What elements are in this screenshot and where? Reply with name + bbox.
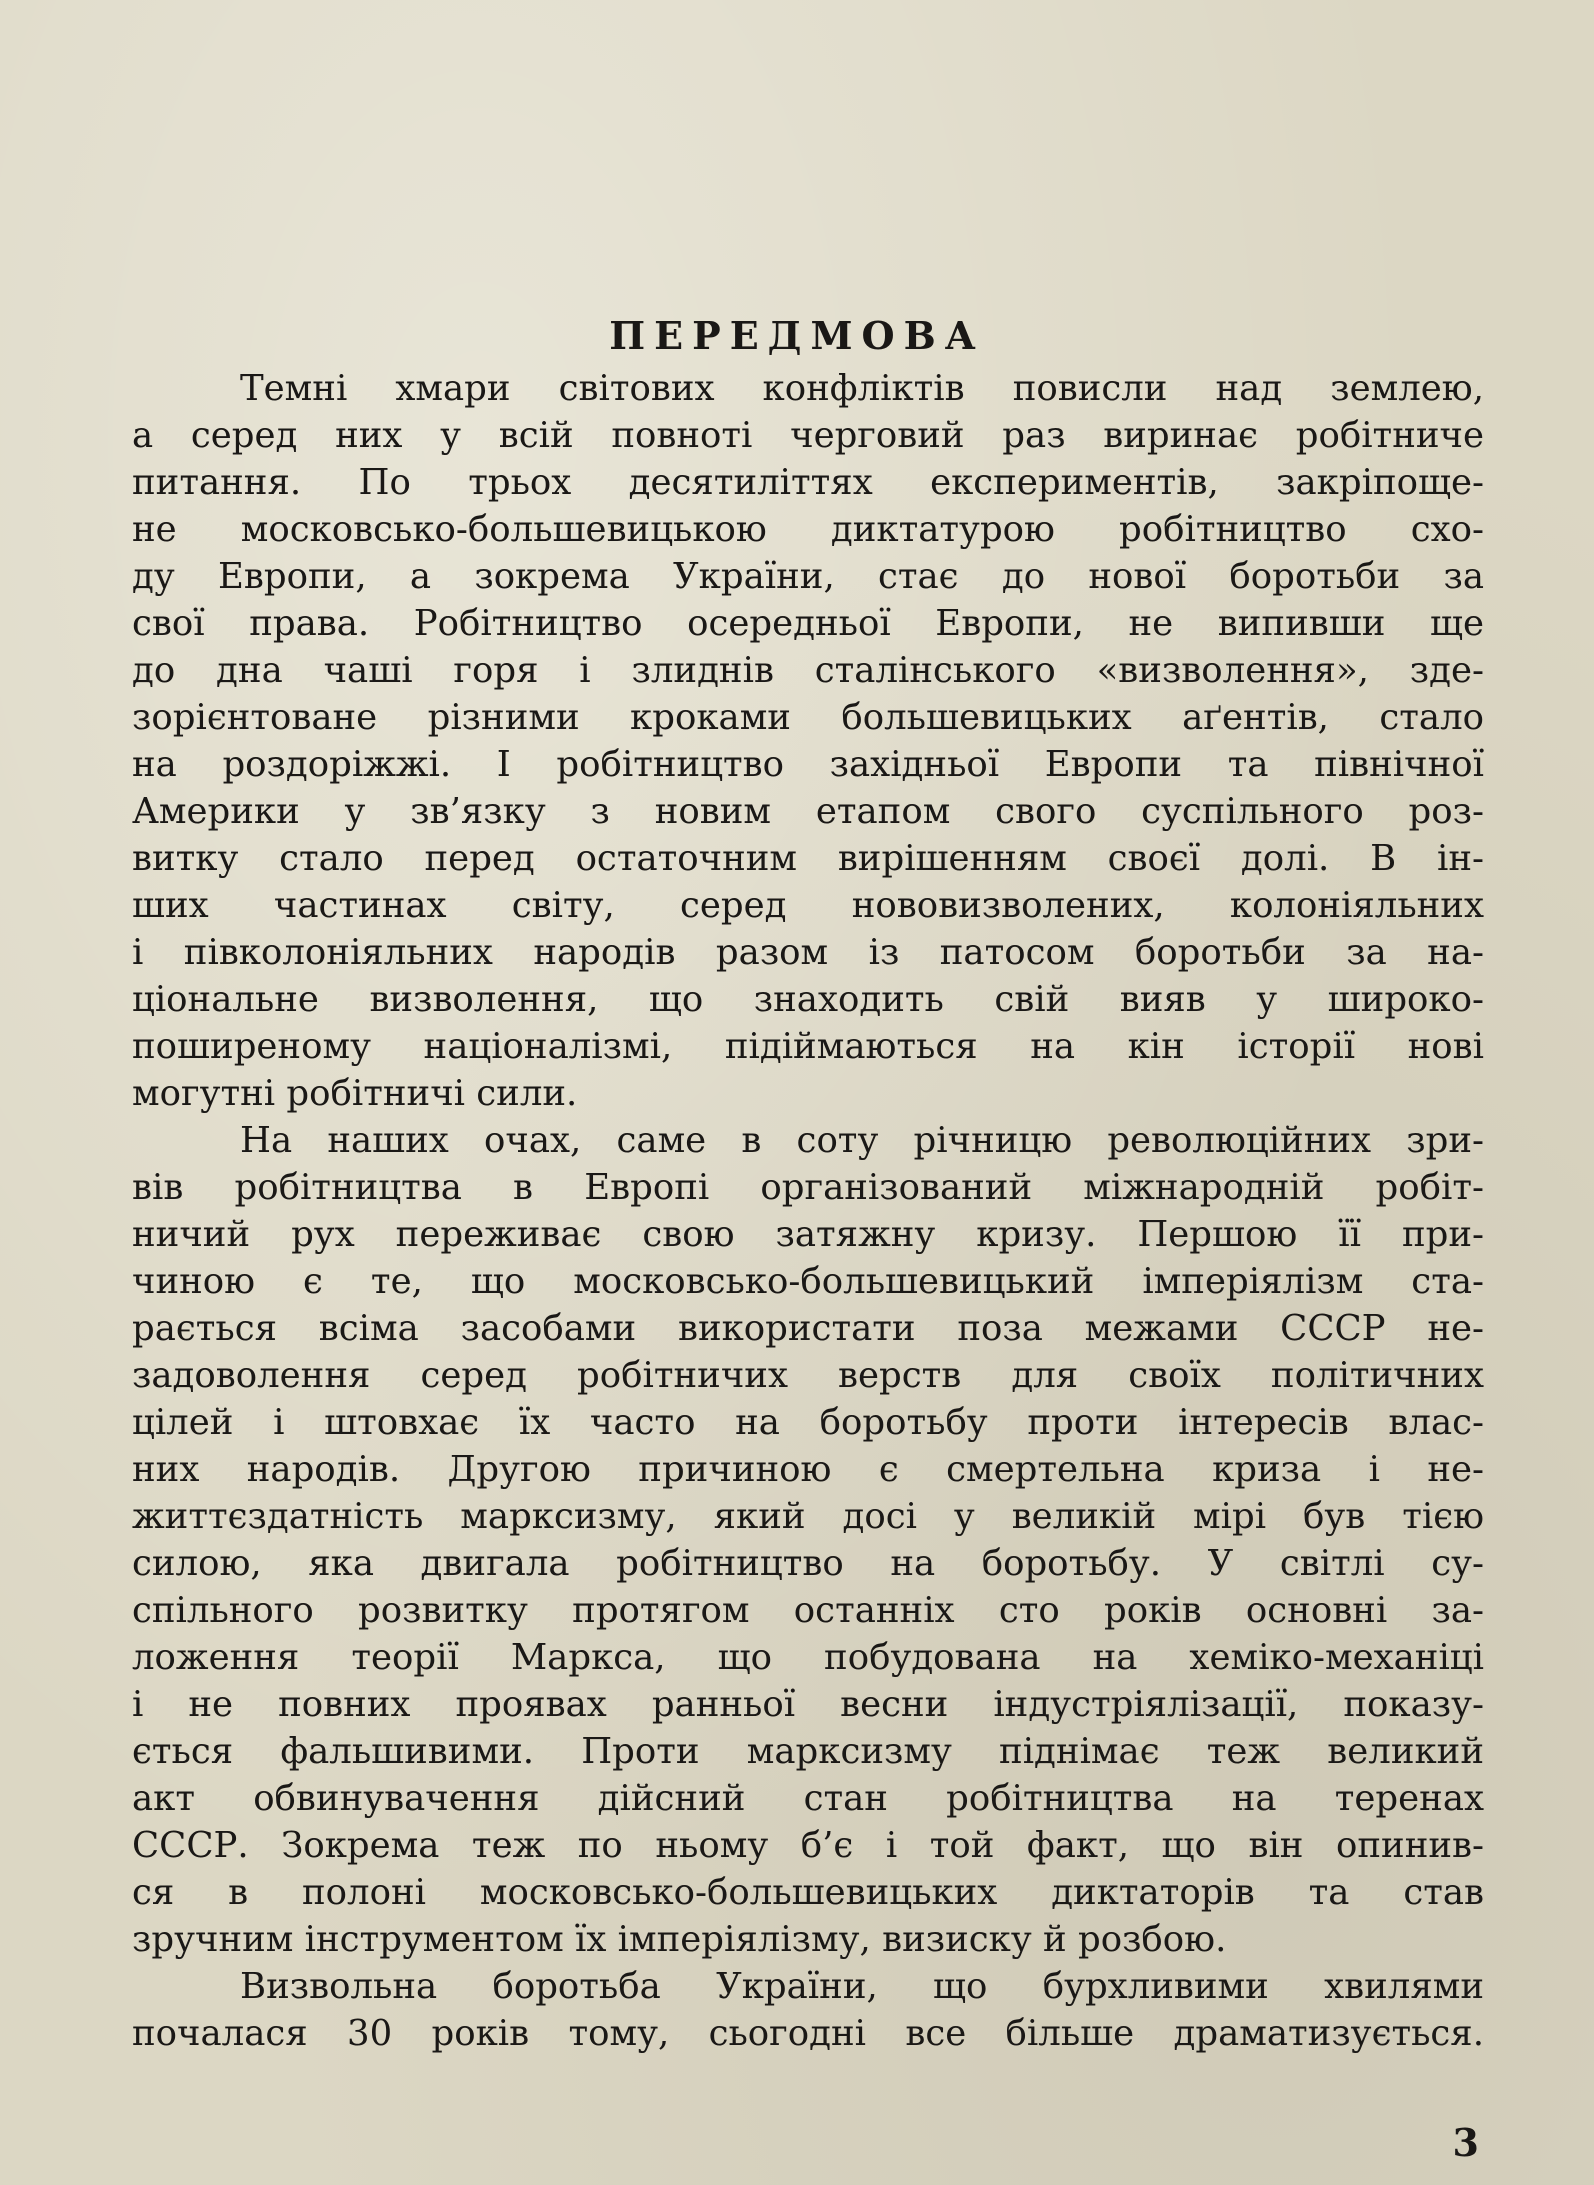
text-line: поширеному націоналізмі, підіймаються на кін історії нові xyxy=(132,1026,1484,1067)
page-number: 3 xyxy=(1452,2120,1479,2165)
text-line: чиною є те, що московсько-большевицький імперіялізм ста- xyxy=(132,1261,1484,1302)
text-line: ничий рух переживає свою затяжну кризу. Першою її при- xyxy=(132,1214,1484,1255)
text-line: спільного розвитку протягом останніх сто років основні за- xyxy=(132,1590,1484,1631)
paragraph-3 xyxy=(132,1963,1484,2057)
text-line: і не повних проявах ранньої весни індустріялізації, показу- xyxy=(132,1684,1484,1725)
text-line: акт обвинувачення дійсний стан робітництва на теренах xyxy=(132,1778,1484,1819)
text-line: а серед них у всій повноті черговий раз виринає робітниче xyxy=(132,415,1484,456)
text-line: вів робітництва в Европі організований міжнародній робіт- xyxy=(132,1167,1484,1208)
text-line: свої права. Робітництво осередньої Европи, не випивши ще xyxy=(132,603,1484,644)
text-line: ложення теорії Маркса, що побудована на хеміко-механіці xyxy=(132,1637,1484,1678)
text-line: і півколоніяльних народів разом із патосом боротьби за на- xyxy=(132,932,1484,973)
text-line: силою, яка двигала робітництво на боротьбу. У світлі су- xyxy=(132,1543,1484,1584)
text-line: не московсько-большевицькою диктатурою робітництво схо- xyxy=(132,509,1484,550)
text-line: на роздоріжжі. І робітництво західньої Европи та північної xyxy=(132,744,1484,785)
text-line: Визвольна боротьба України, що бурхливими хвилями xyxy=(240,1966,1484,2007)
text-line: до дна чаші горя і злиднів сталінського «визволення», зде- xyxy=(132,650,1484,691)
text-line: почалася 30 років тому, сьогодні все більше драматизується. xyxy=(132,2013,1484,2054)
text-line: могутні робітничі сили. xyxy=(132,1073,578,1114)
text-line: життєздатність марксизму, який досі у великій мірі був тією xyxy=(132,1496,1484,1537)
text-line: ду Европи, а зокрема України, стає до нової боротьби за xyxy=(132,556,1484,597)
text-line: задоволення серед робітничих верств для своїх політичних xyxy=(132,1355,1484,1396)
paragraph-1 xyxy=(132,365,1484,1117)
text-line: зручним інструментом їх імперіялізму, визиску й розбою. xyxy=(132,1919,1227,1960)
text-line: ся в полоні московсько-большевицьких диктаторів та став xyxy=(132,1872,1484,1913)
text-line: На наших очах, саме в соту річницю революційних зри- xyxy=(240,1120,1484,1161)
paragraph-2 xyxy=(132,1117,1484,1963)
text-line: ється фальшивими. Проти марксизму піднімає теж великий xyxy=(132,1731,1484,1772)
text-line: ших частинах світу, серед нововизволених, колоніяльних xyxy=(132,885,1484,926)
text-line: ціональне визволення, що знаходить свій вияв у широко- xyxy=(132,979,1484,1020)
text-line: Темні хмари світових конфліктів повисли над землею, xyxy=(240,368,1484,409)
text-line: зорієнтоване різними кроками большевицьких аґентів, стало xyxy=(132,697,1484,738)
page-title: ПЕРЕДМОВА xyxy=(609,313,985,358)
text-line: витку стало перед остаточним вирішенням своєї долі. В ін- xyxy=(132,838,1484,879)
body-text xyxy=(132,365,1484,2057)
text-line: них народів. Другою причиною є смертельна криза і не- xyxy=(132,1449,1484,1490)
text-line: цілей і штовхає їх часто на боротьбу проти інтересів влас- xyxy=(132,1402,1484,1443)
text-line: питання. По трьох десятиліттях експериментів, закріпоще- xyxy=(132,462,1484,503)
text-line: Америки у зв’язку з новим етапом свого суспільного роз- xyxy=(132,791,1484,832)
text-line: рається всіма засобами використати поза межами СССР не- xyxy=(132,1308,1484,1349)
text-line: СССР. Зокрема теж по ньому б’є і той факт, що він опинив- xyxy=(132,1825,1484,1866)
